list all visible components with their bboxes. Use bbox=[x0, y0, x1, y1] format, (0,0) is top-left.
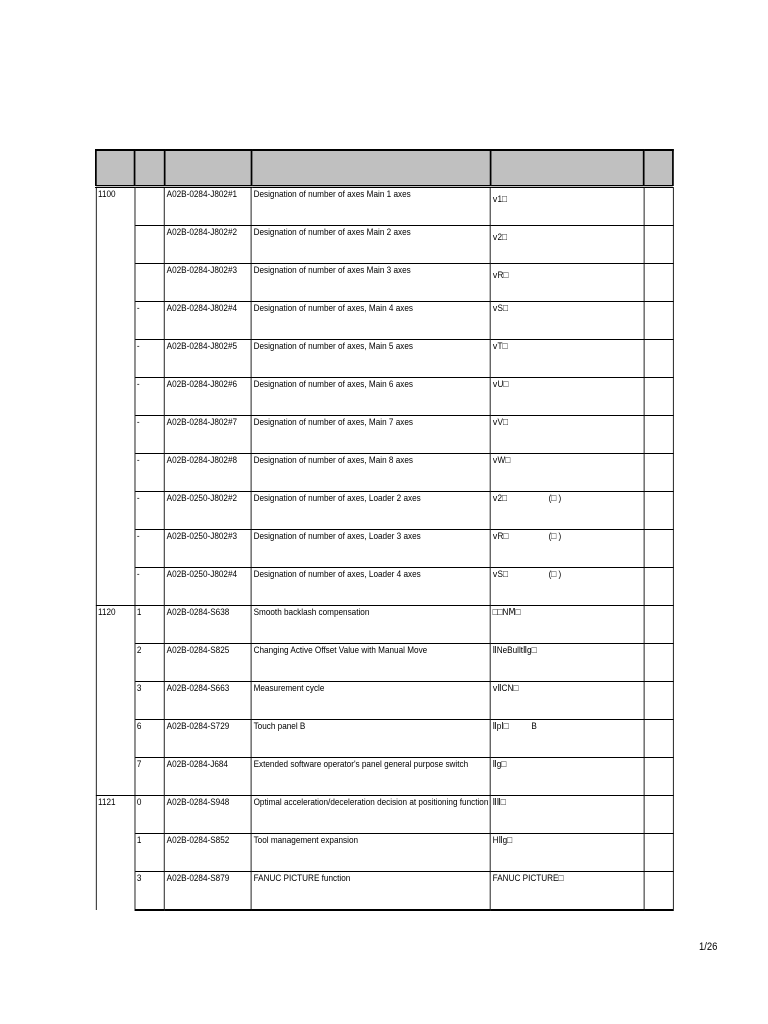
bit-cell: 1 bbox=[135, 834, 165, 872]
bit-cell: - bbox=[135, 568, 165, 606]
order-code-cell: A02B-0284-J802#6 bbox=[164, 378, 251, 416]
param-cell bbox=[96, 378, 135, 416]
description-cell: Designation of number of axes, Loader 3 axes bbox=[251, 530, 490, 568]
param-cell: 1100 bbox=[96, 187, 135, 226]
symbol-suffix: (□ ) bbox=[548, 569, 562, 580]
description-cell: Designation of number of axes Main 2 axes bbox=[251, 226, 490, 264]
symbol-cell bbox=[491, 302, 645, 340]
table-row bbox=[96, 302, 673, 340]
symbol-text: ⅴR□ bbox=[492, 270, 509, 281]
bit-cell: - bbox=[135, 340, 165, 378]
bit-cell: 6 bbox=[135, 720, 165, 758]
order-code-cell: A02B-0284-S638 bbox=[164, 606, 251, 644]
symbol-text: ⅴ2□ bbox=[492, 493, 508, 504]
symbol-text: ⅴ2□ bbox=[492, 232, 508, 243]
symbol-cell bbox=[491, 720, 645, 758]
order-code-cell: A02B-0284-S825 bbox=[164, 644, 251, 682]
description-cell: Tool management expansion bbox=[251, 834, 490, 872]
remark-cell bbox=[644, 454, 673, 492]
order-code-cell: A02B-0250-J802#4 bbox=[164, 568, 251, 606]
header-cell bbox=[491, 150, 645, 187]
order-code-cell: A02B-0284-J802#5 bbox=[164, 340, 251, 378]
symbol-cell bbox=[491, 796, 645, 834]
symbol-suffix: (□ ) bbox=[548, 493, 562, 504]
order-code-cell: A02B-0284-J802#4 bbox=[164, 302, 251, 340]
symbol-cell bbox=[491, 568, 645, 606]
order-code-cell: A02B-0284-S879 bbox=[164, 872, 251, 911]
description-cell: Designation of number of axes, Main 8 axes bbox=[251, 454, 490, 492]
table-row bbox=[96, 682, 673, 720]
table-header-row bbox=[96, 150, 673, 187]
bit-cell: 3 bbox=[135, 682, 165, 720]
description-cell: Measurement cycle bbox=[251, 682, 490, 720]
param-cell bbox=[96, 834, 135, 872]
symbol-text: ⅴS□ bbox=[492, 303, 508, 314]
param-cell: 1121 bbox=[96, 796, 135, 834]
order-code-cell: A02B-0284-J802#7 bbox=[164, 416, 251, 454]
header-cell bbox=[251, 150, 490, 187]
symbol-cell bbox=[491, 264, 645, 302]
param-cell bbox=[96, 416, 135, 454]
bit-cell: 3 bbox=[135, 872, 165, 911]
table-row bbox=[96, 872, 673, 911]
param-cell bbox=[96, 264, 135, 302]
bit-cell: - bbox=[135, 492, 165, 530]
description-cell: Smooth backlash compensation bbox=[251, 606, 490, 644]
description-cell: Designation of number of axes, Main 7 axes bbox=[251, 416, 490, 454]
header-cell bbox=[164, 150, 251, 187]
remark-cell bbox=[644, 796, 673, 834]
header-cell bbox=[644, 150, 673, 187]
description-cell: Touch panel B bbox=[251, 720, 490, 758]
header-cell bbox=[96, 150, 135, 187]
symbol-text: ⅡⅡ□ bbox=[492, 797, 506, 808]
description-cell: Designation of number of axes, Main 6 axes bbox=[251, 378, 490, 416]
remark-cell bbox=[644, 302, 673, 340]
symbol-text: FANUC PICTURE□ bbox=[492, 873, 564, 884]
table-row bbox=[96, 187, 673, 226]
table-row bbox=[96, 796, 673, 834]
order-code-cell: A02B-0284-J802#8 bbox=[164, 454, 251, 492]
order-code-cell: A02B-0284-S663 bbox=[164, 682, 251, 720]
symbol-text: ⅴⅡCN□ bbox=[492, 683, 519, 694]
description-cell: Designation of number of axes, Loader 4 axes bbox=[251, 568, 490, 606]
bit-cell: 0 bbox=[135, 796, 165, 834]
param-cell bbox=[96, 226, 135, 264]
symbol-cell bbox=[491, 416, 645, 454]
description-cell: Designation of number of axes, Loader 2 axes bbox=[251, 492, 490, 530]
header-cell bbox=[135, 150, 165, 187]
remark-cell bbox=[644, 606, 673, 644]
remark-cell bbox=[644, 644, 673, 682]
param-cell bbox=[96, 872, 135, 911]
parameter-table bbox=[95, 149, 674, 911]
table-row bbox=[96, 568, 673, 606]
symbol-text: ⅴ1□ bbox=[492, 194, 508, 205]
symbol-cell bbox=[491, 682, 645, 720]
bit-cell: - bbox=[135, 454, 165, 492]
symbol-text: ⅴW□ bbox=[492, 455, 511, 466]
table-row bbox=[96, 606, 673, 644]
bit-cell: 7 bbox=[135, 758, 165, 796]
table-row bbox=[96, 264, 673, 302]
table-row bbox=[96, 644, 673, 682]
param-cell bbox=[96, 454, 135, 492]
param-cell: 1120 bbox=[96, 606, 135, 644]
order-code-cell: A02B-0284-S729 bbox=[164, 720, 251, 758]
symbol-text: □□NⅯ□ bbox=[492, 607, 521, 618]
table-row bbox=[96, 834, 673, 872]
param-cell bbox=[96, 720, 135, 758]
param-cell bbox=[96, 530, 135, 568]
table-row bbox=[96, 720, 673, 758]
order-code-cell: A02B-0284-J684 bbox=[164, 758, 251, 796]
description-cell: Designation of number of axes Main 1 axes bbox=[251, 187, 490, 226]
symbol-cell bbox=[491, 226, 645, 264]
symbol-cell bbox=[491, 187, 645, 226]
remark-cell bbox=[644, 378, 673, 416]
table-row bbox=[96, 758, 673, 796]
order-code-cell: A02B-0284-J802#2 bbox=[164, 226, 251, 264]
bit-cell: - bbox=[135, 378, 165, 416]
description-cell: Designation of number of axes, Main 4 axes bbox=[251, 302, 490, 340]
bit-cell: - bbox=[135, 416, 165, 454]
page-number: 1/26 bbox=[699, 941, 718, 953]
symbol-text: ⅴT□ bbox=[492, 341, 508, 352]
symbol-text: ⅴR□ bbox=[492, 531, 509, 542]
bit-cell bbox=[135, 264, 165, 302]
remark-cell bbox=[644, 187, 673, 226]
bit-cell bbox=[135, 226, 165, 264]
table-row bbox=[96, 226, 673, 264]
bit-cell bbox=[135, 187, 165, 226]
table-row bbox=[96, 416, 673, 454]
table-row bbox=[96, 340, 673, 378]
remark-cell bbox=[644, 758, 673, 796]
table-row bbox=[96, 492, 673, 530]
param-cell bbox=[96, 568, 135, 606]
symbol-cell bbox=[491, 340, 645, 378]
table-row bbox=[96, 454, 673, 492]
param-cell bbox=[96, 340, 135, 378]
order-code-cell: A02B-0284-J802#3 bbox=[164, 264, 251, 302]
symbol-cell bbox=[491, 378, 645, 416]
symbol-cell bbox=[491, 530, 645, 568]
symbol-cell bbox=[491, 454, 645, 492]
bit-cell: 1 bbox=[135, 606, 165, 644]
symbol-cell bbox=[491, 644, 645, 682]
order-code-cell: A02B-0250-J802#3 bbox=[164, 530, 251, 568]
remark-cell bbox=[644, 872, 673, 911]
description-cell: Optimal acceleration/deceleration decision at positioning function bbox=[251, 796, 490, 834]
symbol-cell bbox=[491, 492, 645, 530]
description-cell: Designation of number of axes Main 3 axes bbox=[251, 264, 490, 302]
description-cell: Changing Active Offset Value with Manual Move bbox=[251, 644, 490, 682]
order-code-cell: A02B-0284-J802#1 bbox=[164, 187, 251, 226]
param-cell bbox=[96, 682, 135, 720]
param-cell bbox=[96, 302, 135, 340]
param-cell bbox=[96, 758, 135, 796]
symbol-text: ⅴU□ bbox=[492, 379, 509, 390]
bit-cell: 2 bbox=[135, 644, 165, 682]
bit-cell: - bbox=[135, 530, 165, 568]
remark-cell bbox=[644, 834, 673, 872]
description-cell: Extended software operator's panel general purpose switch bbox=[251, 758, 490, 796]
symbol-text: Ⅱg□ bbox=[492, 759, 507, 770]
remark-cell bbox=[644, 226, 673, 264]
remark-cell bbox=[644, 682, 673, 720]
symbol-text: HⅡg□ bbox=[492, 835, 513, 846]
symbol-text: ⅡpⅠ□ bbox=[492, 721, 509, 732]
order-code-cell: A02B-0250-J802#2 bbox=[164, 492, 251, 530]
table-row bbox=[96, 530, 673, 568]
param-cell bbox=[96, 644, 135, 682]
symbol-text: ⅴV□ bbox=[492, 417, 508, 428]
remark-cell bbox=[644, 264, 673, 302]
symbol-cell bbox=[491, 872, 645, 911]
remark-cell bbox=[644, 340, 673, 378]
remark-cell bbox=[644, 416, 673, 454]
symbol-suffix: (□ ) bbox=[548, 531, 562, 542]
symbol-text: ⅡNeBulltⅡg□ bbox=[492, 645, 537, 656]
table-row bbox=[96, 378, 673, 416]
description-cell: FANUC PICTURE function bbox=[251, 872, 490, 911]
order-code-cell: A02B-0284-S948 bbox=[164, 796, 251, 834]
symbol-cell bbox=[491, 834, 645, 872]
order-code-cell: A02B-0284-S852 bbox=[164, 834, 251, 872]
symbol-text: ⅴS□ bbox=[492, 569, 508, 580]
symbol-suffix: B bbox=[531, 721, 537, 732]
param-cell bbox=[96, 492, 135, 530]
bit-cell: - bbox=[135, 302, 165, 340]
symbol-cell bbox=[491, 606, 645, 644]
description-cell: Designation of number of axes, Main 5 axes bbox=[251, 340, 490, 378]
symbol-cell bbox=[491, 758, 645, 796]
